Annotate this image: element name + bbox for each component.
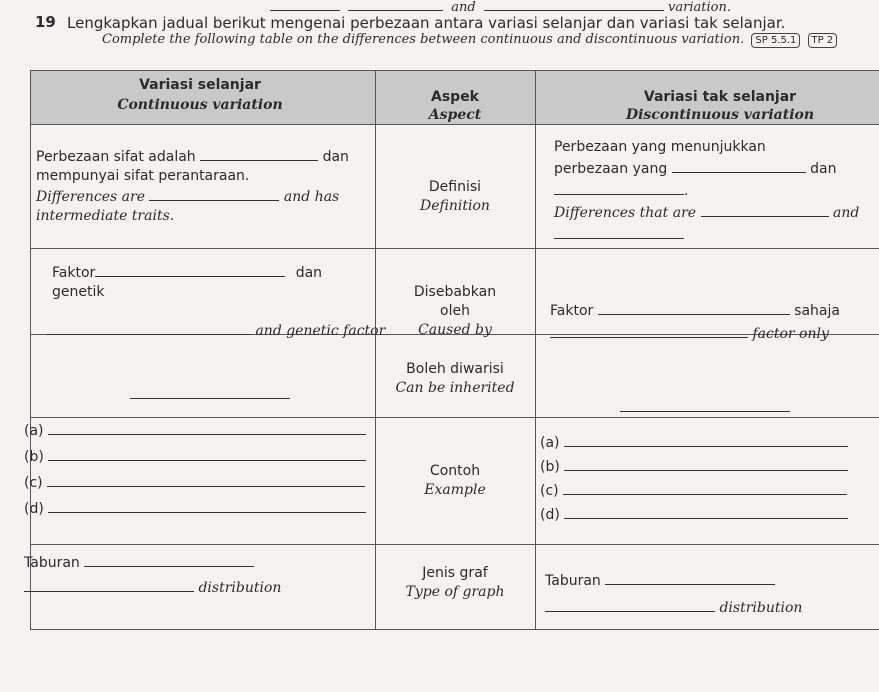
aspect-graph: [375, 564, 535, 602]
def-left-ms-dan: dan: [322, 149, 349, 165]
example-right-b: (b): [540, 459, 560, 475]
aspect-inherit-ms: Boleh diwarisi: [406, 361, 504, 377]
header-aspect-en: Aspect: [428, 107, 482, 123]
row-divider-4: [30, 544, 879, 545]
aspect-inherit: [375, 360, 535, 398]
col-divider-2: [535, 70, 536, 630]
inherit-continuous-blank: [130, 384, 290, 403]
aspect-cause-ms-1: Disebabkan: [413, 284, 497, 300]
example-right-c: (c): [540, 483, 559, 499]
aspect-definition-en: Definition: [420, 198, 490, 214]
graph-right-ms: Taburan: [545, 573, 601, 589]
definition-discontinuous: Perbezaan yang menunjukkan perbezaan yang dan . Differences that are and: [554, 138, 879, 245]
example-continuous-list: [24, 422, 374, 526]
aspect-cause-ms-2: oleh: [440, 303, 470, 319]
example-left-b: (b): [24, 449, 44, 465]
inherit-discontinuous-blank: [620, 397, 790, 416]
aspect-cause-en: Caused by: [418, 322, 492, 338]
cause-left-en: and genetic factor: [255, 323, 386, 339]
aspect-example: [375, 462, 535, 500]
cause-right-ms: Faktor: [550, 303, 594, 319]
and-label: and: [451, 0, 476, 15]
def-left-en-and: and has: [283, 189, 340, 205]
def-right-ms-1: Perbezaan yang menunjukkan: [554, 139, 766, 155]
cause-right-en: factor only: [752, 326, 829, 342]
def-left-ms-2: mempunyai sifat perantaraan.: [36, 168, 250, 184]
example-right-a: (a): [540, 435, 560, 451]
aspect-cause: [375, 283, 535, 340]
example-left-a: (a): [24, 423, 44, 439]
example-discontinuous-list: [540, 434, 879, 530]
aspect-inherit-en: Can be inherited: [395, 380, 515, 396]
aspect-graph-en: Type of graph: [405, 584, 505, 600]
aspect-example-ms: Contoh: [429, 463, 481, 479]
table-border-top: [30, 70, 879, 71]
example-left-d: (d): [24, 501, 44, 517]
graph-left-en: distribution: [198, 580, 282, 596]
previous-question-line: [270, 0, 731, 15]
aspect-graph-ms: Jenis graf: [422, 565, 488, 581]
definition-continuous: [36, 148, 376, 226]
cause-continuous-en: [46, 322, 386, 341]
graph-discontinuous: [545, 572, 879, 618]
graph-left-ms: Taburan: [24, 555, 80, 571]
cause-right-ms-end: sahaja: [794, 303, 840, 319]
def-right-ms-dan: dan: [810, 161, 837, 177]
question-number: 19: [35, 13, 56, 31]
cause-left-ms-1: Faktor: [52, 265, 96, 281]
example-left-c: (c): [24, 475, 43, 491]
header-continuous-ms: Variasi selanjar: [139, 77, 261, 93]
def-right-en-and: and: [832, 205, 860, 221]
def-left-en-1: Differences are: [36, 189, 145, 205]
cause-left-ms-dan: dan: [295, 265, 323, 281]
row-divider-3: [30, 417, 879, 418]
def-left-ms-1: Perbezaan sifat adalah: [36, 149, 196, 165]
cause-left-ms-2: genetik: [52, 284, 105, 300]
header-aspect-ms: Aspek: [431, 89, 479, 105]
variation-table: [24, 70, 879, 630]
graph-continuous: [24, 554, 374, 598]
question-text-english: [102, 32, 837, 48]
question-text-english-body: Complete the following table on the differences between continuous and discontinuous variation.: [102, 32, 745, 47]
graph-right-en: distribution: [719, 600, 803, 616]
header-discontinuous-en: Discontinuous variation: [625, 107, 815, 123]
table-border-bottom: [30, 629, 879, 630]
question-text-malay: Lengkapkan jadual berikut mengenai perbezaan antara variasi selanjar dan variasi tak selanjar.: [67, 14, 786, 32]
table-border-left: [30, 70, 31, 630]
aspect-example-en: Example: [424, 482, 486, 498]
skill-badge: SP 5.5.1: [751, 33, 800, 48]
def-left-en-2: intermediate traits.: [36, 208, 175, 224]
def-right-en: Differences that are: [554, 205, 697, 221]
header-discontinuous-ms: Variasi tak selanjar: [643, 89, 797, 105]
row-divider-1: [30, 248, 879, 249]
cause-discontinuous: [550, 302, 879, 344]
def-right-ms-2: perbezaan yang: [554, 161, 668, 177]
header-continuous-en: Continuous variation: [117, 97, 283, 113]
example-right-d: (d): [540, 507, 560, 523]
cause-continuous: [52, 264, 372, 302]
variation-label: variation.: [668, 0, 731, 15]
aspect-definition-ms: Definisi: [428, 179, 482, 195]
level-badge: TP 2: [808, 33, 838, 48]
